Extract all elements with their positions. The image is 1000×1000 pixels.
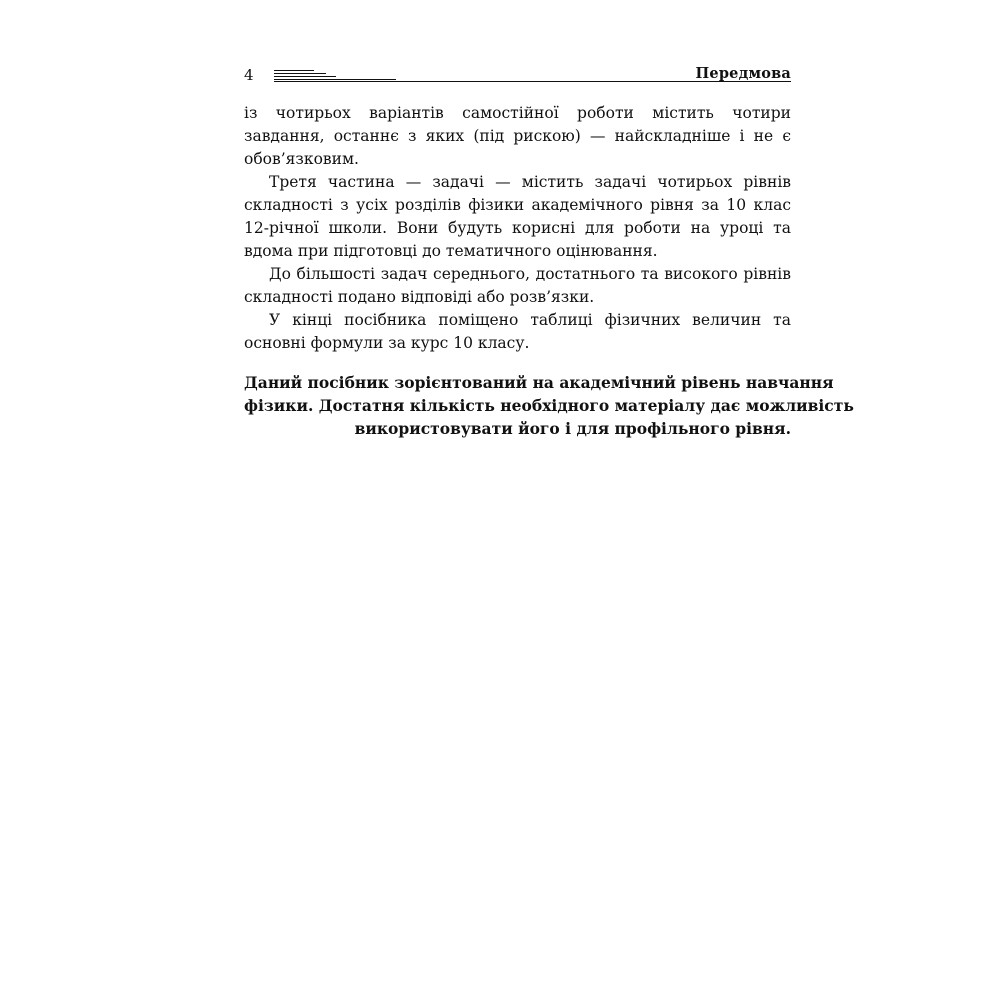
page-number: 4 <box>244 66 254 84</box>
note-line: використовувати його і для профільного рівня. <box>354 419 791 438</box>
paragraph-tables: У кінці посібника поміщено таблиці фізичних величин та основні формули за курс 10 класу. <box>244 311 791 352</box>
paragraph-continued: із чотирьох варіантів самостійної роботи містить чотири завдання, останнє з яких (під рискою) — найскладніше і не є обов’язковим. <box>244 104 791 168</box>
level-note <box>244 371 854 440</box>
running-header <box>244 64 791 86</box>
paragraph-third-part: Третя частина — задачі — містить задачі чотирьох рівнів складності з усіх розділів фізики академічного рівня за 10 клас 12-річної школи. Вони будуть корисні для роботи на уроці та вдома при підготовці до тематичного оцінювання. <box>244 173 791 260</box>
book-page <box>244 64 854 440</box>
header-ornament <box>274 69 396 81</box>
section-title: Передмова <box>695 65 791 82</box>
note-line: Даний посібник зорієнтований на академічний рівень навчання <box>244 373 834 392</box>
ornament-line <box>274 70 314 71</box>
ornament-line <box>274 73 326 74</box>
ornament-line <box>274 76 336 77</box>
paragraph-answers: До більшості задач середнього, достатнього та високого рівнів складності подано відповіді або розв’язки. <box>244 265 791 306</box>
ornament-line <box>274 79 396 80</box>
body-text <box>244 102 791 355</box>
note-line: фізики. Достатня кількість необхідного матеріалу дає можливість <box>244 396 854 415</box>
